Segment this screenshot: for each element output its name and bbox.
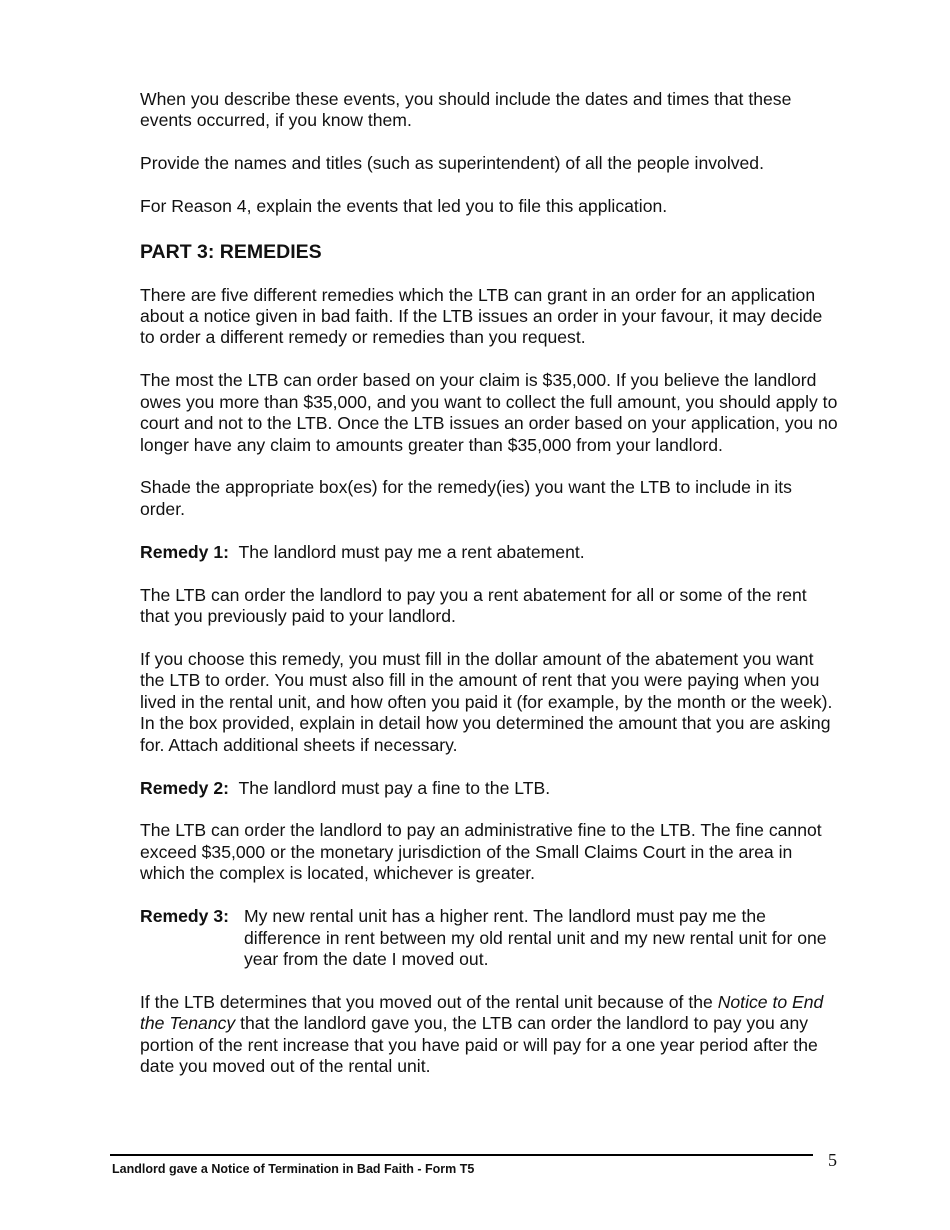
footer-divider <box>110 1154 813 1156</box>
footer-form-title: Landlord gave a Notice of Termination in Bad Faith - Form T5 <box>112 1162 475 1176</box>
remedy-3-label: Remedy 3: <box>140 906 229 927</box>
remedy-2-paragraph-1: The LTB can order the landlord to pay an administrative fine to the LTB. The fine cannot exceed $35,000 or the monetary jurisdiction of the Small Claims Court in the area in which the complex is located, whichever is greater. <box>140 820 822 884</box>
remedy-2-text: The landlord must pay a fine to the LTB. <box>238 777 551 798</box>
remedy-3-paragraph-1-start: If the LTB determines that you moved out of the rental unit because of the <box>140 991 718 1012</box>
remedy-1-heading <box>140 542 840 563</box>
remedy-3-text: My new rental unit has a higher rent. The landlord must pay me the difference in rent between my old rental unit and my new rental unit for one year from the date I moved out. <box>244 906 827 969</box>
section-heading-part3: PART 3: REMEDIES <box>140 240 322 263</box>
intro-paragraph-2: Provide the names and titles (such as superintendent) of all the people involved. <box>140 153 764 174</box>
part3-paragraph-1: There are five different remedies which the LTB can grant in an order for an application about a notice given in bad faith. If the LTB issues an order in your favour, it may decide to order a different remedy or remedies than you request. <box>140 284 823 348</box>
remedy-1-text: The landlord must pay me a rent abatement. <box>238 541 585 562</box>
remedy-3-paragraph-1 <box>140 992 840 1078</box>
part3-paragraph-3: Shade the appropriate box(es) for the remedy(ies) you want the LTB to include in its order. <box>140 477 792 519</box>
remedy-2-label: Remedy 2: <box>140 777 229 798</box>
page-content <box>140 89 840 1099</box>
remedy-3-paragraph-1-end: that the landlord gave you, the LTB can order the landlord to pay you any portion of the rent increase that you have paid or will pay for a one year period after the date you moved out of the rental unit. <box>140 1013 818 1077</box>
intro-paragraph-1: When you describe these events, you should include the dates and times that these events occurred, if you know them. <box>140 89 792 131</box>
remedy-1-label: Remedy 1: <box>140 541 229 562</box>
page-number: 5 <box>828 1150 837 1170</box>
intro-paragraph-3: For Reason 4, explain the events that led you to file this application. <box>140 196 668 217</box>
remedy-1-paragraph-2: If you choose this remedy, you must fill in the dollar amount of the abatement you want the LTB to order. You must also fill in the amount of rent that you were paying when you lived in the rental unit, and how often you paid it (for example, by the month or the week). In the box provided, explain in detail how you determined the amount that you are asking for. Attach additional sheets if necessary. <box>140 649 833 755</box>
remedy-3-heading <box>140 906 840 970</box>
remedy-1-paragraph-1: The LTB can order the landlord to pay you a rent abatement for all or some of the rent that you previously paid to your landlord. <box>140 584 807 627</box>
part3-paragraph-2: The most the LTB can order based on your claim is $35,000. If you believe the landlord owes you more than $35,000, and you want to collect the full amount, you should apply to court and not to the LTB. Once the LTB issues an order based on your application, you no longer have any claim to amounts greater than $35,000 from your landlord. <box>140 370 838 455</box>
remedy-2-heading <box>140 778 840 799</box>
notice-title-italic: Notice to End the Tenancy <box>140 991 824 1034</box>
